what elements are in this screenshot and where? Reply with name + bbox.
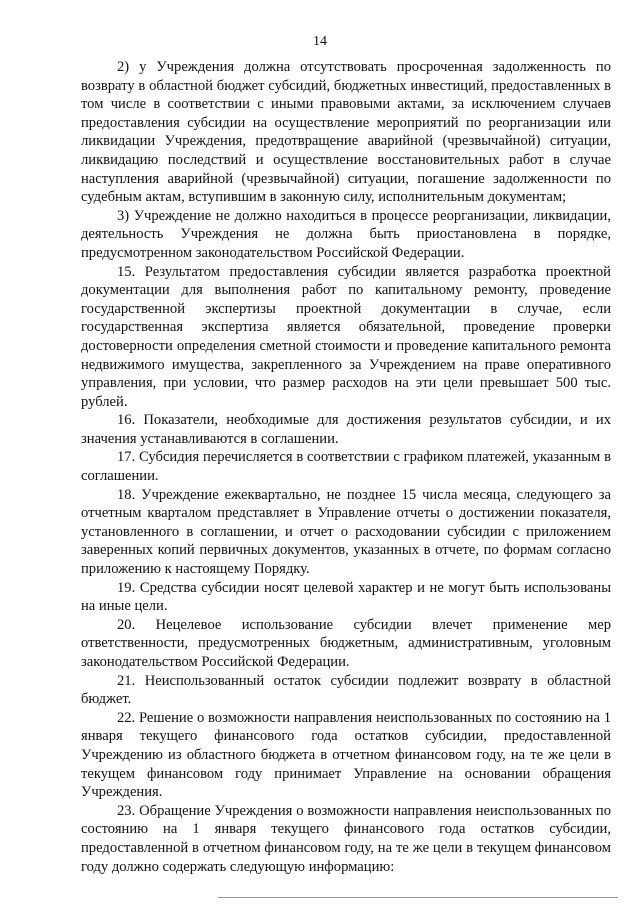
- document-body: [81, 58, 611, 876]
- paragraph-15: 15. Результатом предоставления субсидии является разработка проектной документации для выполнения работ по капитальному ремонту, проведение государственной экспертизы проектной документации в случае, если государственная экспертиза является обязательной, проведение проверки достоверности определения сметной стоимости и проведение капитального ремонта недвижимого имущества, закрепленного за Учреждением на праве оперативного управления, при условии, что размер расходов на эти цели превышает 500 тыс. рублей.: [81, 263, 611, 410]
- paragraph-21: 21. Неиспользованный остаток субсидии подлежит возврату в областной бюджет.: [81, 672, 611, 708]
- paragraph-22: 22. Решение о возможности направления неиспользованных по состоянию на 1 января текущего финансового года остатков субсидии, предоставленной Учреждению из областного бюджета в отчетном финансовом году, на те же цели в текущем финансовом году принимает Управление на основании обращения Учреждения.: [81, 709, 611, 801]
- page-number: 14: [313, 34, 327, 49]
- paragraph-23: 23. Обращение Учреждения о возможности направления неиспользованных по состоянию на 1 января текущего финансового года остатков субсидии, предоставленной в отчетном финансовом году, на те же цели в текущем финансовом году должно содержать следующую информацию:: [81, 802, 611, 875]
- paragraph-18: 18. Учреждение ежеквартально, не позднее 15 числа месяца, следующего за отчетным кварталом представляет в Управление отчеты о достижении показателя, установленного в соглашении, и отчет о расходовании субсидии с приложением заверенных копий первичных документов, указанных в отчете, по формам согласно приложению к настоящему Порядку.: [81, 486, 611, 578]
- paragraph-17: 17. Субсидия перечисляется в соответствии с графиком платежей, указанным в соглашении.: [81, 449, 611, 485]
- footer-divider: [218, 897, 618, 898]
- paragraph-16: 16. Показатели, необходимые для достижения результатов субсидии, и их значения устанавливаются в соглашении.: [81, 412, 611, 447]
- paragraph-3-clause: 3) Учреждение не должно находиться в процессе реорганизации, ликвидации, деятельность Учреждения не должна быть приостановлена в порядке, предусмотренном законодательством Российской Федерации.: [81, 207, 611, 261]
- paragraph-20: 20. Нецелевое использование субсидии влечет применение мер ответственности, предусмотренных бюджетным, административным, уголовным законодательством Российской Федерации.: [81, 616, 611, 670]
- paragraph-2-clause: 2) у Учреждения должна отсутствовать просроченная задолженность по возврату в областной бюджет субсидий, бюджетных инвестиций, предоставленных в том числе в соответствии с иными правовыми актами, за исключением случаев предоставления субсидии на осуществление мероприятий по реорганизации или ликвидации Учреждения, предотвращение аварийной (чрезвычайной) ситуации, ликвидацию последствий и осуществление восстановительных работ в случае наступления аварийной (чрезвычайной) ситуации, погашение задолженности по судебным актам, вступившим в законную силу, исполнительным документам;: [81, 59, 611, 206]
- paragraph-19: 19. Средства субсидии носят целевой характер и не могут быть использованы на иные цели.: [81, 579, 611, 615]
